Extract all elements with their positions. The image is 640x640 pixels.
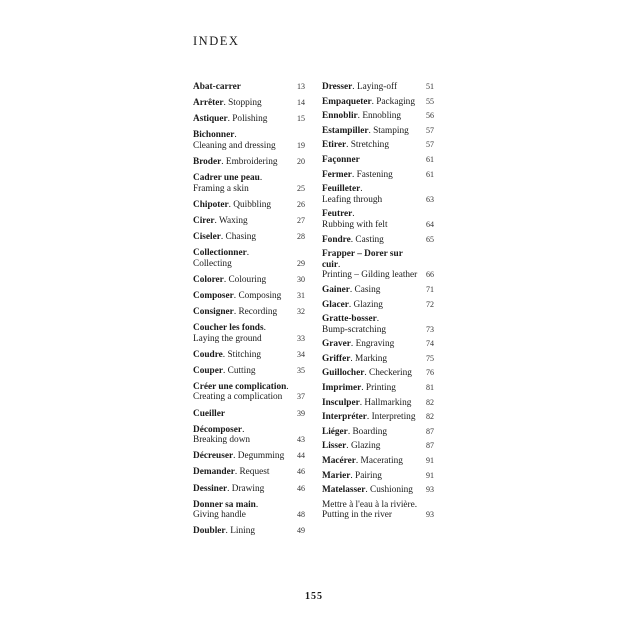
index-translation: Putting in the river [322,510,392,521]
index-entry [322,441,434,452]
index-separator: . [352,82,357,92]
index-translation: Quibbling [233,199,272,210]
index-entry [193,291,305,302]
index-separator: . [227,483,232,494]
page-number: 155 [305,591,323,602]
index-separator: . [242,424,245,435]
index-page-number: 82 [426,412,434,422]
index-entry [193,173,305,194]
index-term: Mettre à l'eau à la rivière [322,499,415,510]
index-entry [322,383,434,394]
index-term: Ennoblir [322,111,358,122]
index-entry [322,249,434,281]
index-separator: . [225,526,231,537]
index-entry [322,97,434,108]
index-separator: . [361,383,366,394]
index-translation: Cutting [227,365,256,376]
index-term: Dresser [322,82,353,92]
index-term: Matelasser [322,485,366,496]
index-term: Estampiller [322,125,369,136]
index-page-number: 25 [297,183,305,193]
index-term: Cadrer une peau [193,173,260,184]
index-term: Bichonner [193,130,235,141]
index-page-number: 61 [426,154,434,164]
index-page-number: 93 [426,485,434,495]
index-page-number: 63 [426,194,434,204]
index-translation: Collecting [193,258,232,269]
index-term: Guillocher [322,368,365,379]
index-separator: . [234,130,237,141]
index-translation: Pairing [355,470,382,481]
index-term: Liéger [322,426,348,437]
index-entry [322,285,434,296]
index-separator: . [366,412,372,423]
index-column-right [322,82,434,521]
index-translation: Bump-scratching [322,324,387,335]
index-page-number: 49 [297,526,305,536]
index-term: Ciseler [193,231,221,242]
index-entry [322,184,434,205]
index-term: Façonner [322,154,360,165]
index-page-number: 48 [297,510,305,520]
index-entry [193,366,305,377]
index-separator: . [346,441,351,452]
index-translation: Printing – Gilding leather [322,270,418,281]
index-page-number: 57 [426,125,434,135]
index-separator: . [368,125,374,136]
index-entry [193,500,305,521]
index-page-number: 56 [426,111,434,121]
index-term: Lisser [322,441,347,452]
index-separator: . [350,234,356,245]
index-separator: . [359,397,365,408]
index-term: Empaqueter [322,96,372,107]
index-page-number: 65 [426,234,434,244]
index-page-number: 28 [297,231,305,241]
index-page-number: 37 [297,392,305,402]
index-term: Graver [322,339,351,350]
index-entry [193,526,305,537]
index-entry [193,130,305,151]
index-translation: Hallmarking [364,397,412,408]
index-entry [193,114,305,125]
index-translation: Stretching [350,140,389,151]
index-term: Demander [193,467,235,478]
index-term: Collectionner [193,248,247,259]
index-separator: . [376,314,380,325]
index-page-number: 32 [297,306,305,316]
index-separator: . [351,169,357,180]
index-term: Fondre [322,234,351,245]
index-page-number: 72 [426,299,434,309]
index-translation: Glazing [350,441,381,452]
index-entry [322,456,434,467]
index-entry [193,232,305,243]
index-separator: . [286,381,289,392]
index-translation: Creating a complication [193,392,283,403]
index-entry [322,209,434,230]
index-entry [322,339,434,350]
index-page-number: 61 [426,169,434,179]
index-separator: . [228,199,234,210]
index-page-number: 81 [426,383,434,393]
index-translation: Polishing [232,114,268,125]
index-separator: . [233,290,239,301]
index-translation: Recording [238,306,278,317]
index-separator: . [227,114,233,125]
index-page-number: 76 [426,368,434,378]
index-entry [322,427,434,438]
index-term: Glacer [322,299,349,310]
index-entry [322,500,434,521]
index-page-number: 19 [297,140,305,150]
index-entry [193,409,305,420]
index-entry [322,485,434,496]
index-translation: Interpreting [371,412,416,423]
index-separator: . [347,426,353,437]
index-entry [193,307,305,318]
index-term: Griffer [322,353,351,364]
index-separator: . [222,349,228,360]
index-separator: . [222,365,228,376]
index-separator: . [371,96,377,107]
index-term: Imprimer [322,383,362,394]
index-translation: Engraving [355,339,395,350]
index-entry [193,382,305,403]
index-page-number: 55 [426,96,434,106]
index-entry [193,216,305,227]
index-translation: Marking [355,353,388,364]
index-translation: Chasing [225,231,257,242]
index-separator: . [355,456,361,467]
index-term: Insculper [322,397,360,408]
index-separator: . [350,339,356,350]
index-entry [322,82,434,93]
index-term: Décreuser [193,451,234,462]
index-translation: Glazing [353,299,383,310]
index-page-number: 29 [297,258,305,268]
index-translation: Degumming [237,451,285,462]
index-translation: Colouring [228,274,267,285]
index-entry [193,467,305,478]
index-term: Colorer [193,274,224,285]
index-term: Gratte-bosser [322,314,377,325]
index-page-number: 43 [297,435,305,445]
index-separator: . [221,156,226,167]
index-page-number: 13 [297,82,305,91]
index-entry [193,323,305,344]
index-separator: . [346,140,351,151]
index-separator: . [357,111,363,122]
index-translation: Laying the ground [193,333,262,344]
index-term: Donner sa main [193,499,256,510]
index-term: Feuilleter [322,184,361,195]
index-translation: Stitching [227,349,262,360]
index-separator: . [233,306,239,317]
index-entry [193,82,305,93]
index-term: Frapper – Dorer sur cuir [322,249,403,270]
index-separator: . [364,368,370,379]
index-page-number: 51 [426,82,434,91]
index-translation: Drawing [231,483,265,494]
index-entry [193,451,305,462]
index-term: Consigner [193,306,234,317]
index-translation: Composing [238,290,282,301]
index-entry [322,170,434,181]
index-term: Feutrer [322,209,353,220]
index-page-number: 44 [297,451,305,461]
index-translation: Waxing [219,215,248,226]
index-separator: . [365,485,371,496]
page-title: INDEX [193,34,240,48]
index-separator: . [234,467,240,478]
index-page-number: 57 [426,140,434,150]
index-translation: Boarding [352,426,388,437]
index-entry [193,484,305,495]
index-separator: . [223,274,229,285]
index-translation: Cushioning [370,485,413,496]
index-translation: Macerating [360,456,403,467]
index-page-number: 64 [426,219,434,229]
index-term: Etirer [322,140,347,151]
index-term: Dessiner [193,483,228,494]
index-translation: Printing [365,383,396,394]
index-separator: . [349,284,355,295]
index-translation: Stamping [373,125,409,136]
index-page-number: 46 [297,483,305,493]
index-translation: Checkering [369,368,412,379]
index-page-number: 74 [426,339,434,349]
index-translation: Casting [355,234,384,245]
index-entry [322,471,434,482]
index-term: Composer [193,290,234,301]
index-translation: Lining [230,526,255,537]
index-entry [322,398,434,409]
index-translation: Fastening [356,169,393,180]
index-term: Interpréter [322,412,367,423]
index-translation: Framing a skin [193,183,249,194]
index-entry [322,140,434,151]
index-translation: Cleaning and dressing [193,140,276,151]
index-separator: . [263,323,266,333]
index-separator: . [220,231,226,242]
index-page-number: 93 [426,510,434,520]
index-term: Astiquer [193,114,228,125]
index-entry [193,275,305,286]
index-translation: Stopping [228,98,262,109]
index-separator: . [348,299,354,310]
index-separator: . [352,209,355,220]
index-page-number: 26 [297,199,305,209]
index-entry [322,235,434,246]
index-entry [193,350,305,361]
index-page-number: 14 [297,98,305,108]
index-entry [322,314,434,335]
index-entry [322,412,434,423]
index-translation: Breaking down [193,435,251,446]
index-term: Abat-carrer [193,82,241,92]
index-page-number: 20 [297,156,305,166]
index-term: Doubler [193,526,226,537]
index-term: Gainer [322,284,350,295]
index-separator: . [350,353,356,364]
index-entry [322,368,434,379]
index-page-number: 82 [426,397,434,407]
index-separator: . [350,470,356,481]
index-translation: Giving handle [193,510,246,521]
index-separator: . [255,499,259,510]
index-term: Coudre [193,349,223,360]
index-term: Cirer [193,215,215,226]
index-separator: . [360,184,363,195]
index-separator: . [259,173,263,184]
index-entry [193,157,305,168]
index-translation: Rubbing with felt [322,219,388,230]
index-translation: Embroidering [225,156,278,167]
index-page-number: 33 [297,333,305,343]
index-entry [322,300,434,311]
index-entry [193,248,305,269]
index-term: Fermer [322,169,352,180]
index-translation: Leafing through [322,194,383,205]
index-separator: . [246,248,250,259]
index-page-number: 39 [297,408,305,418]
index-separator: . [233,451,238,462]
index-entry [322,155,434,166]
index-separator: . [223,98,229,109]
index-page-number: 31 [297,290,305,300]
index-page-number: 15 [297,114,305,124]
index-page-number: 30 [297,274,305,284]
index-entry [322,126,434,137]
index-page-number: 87 [426,441,434,451]
index-translation: Laying-off [356,82,398,92]
index-translation: Ennobling [362,111,402,122]
index-page-number: 34 [297,349,305,359]
index-term: Broder [193,156,222,167]
index-page-number: 87 [426,426,434,436]
index-term: Chipoter [193,199,229,210]
index-page-number: 73 [426,324,434,334]
index-term: Arrêter [193,98,224,109]
index-entry [193,98,305,109]
index-translation: Casing [354,284,381,295]
index-entry [322,354,434,365]
index-page-number: 75 [426,353,434,363]
index-term: Cueiller [193,408,226,419]
index-page-number: 91 [426,456,434,466]
index-page-number: 66 [426,270,434,280]
index-term: Marier [322,470,351,481]
index-entry [322,111,434,122]
index-entry [193,425,305,446]
index-separator: . [214,215,219,226]
index-term: Créer une complication [193,381,287,392]
index-translation: Packaging [376,96,415,107]
index-term: Décomposer [193,424,243,435]
index-term: Couper [193,365,223,376]
index-entry [193,200,305,211]
index-term: Macérer [322,456,356,467]
index-translation: Request [239,467,270,478]
index-separator: . [338,259,341,270]
index-page-number: 71 [426,284,434,294]
index-term: Coucher les fonds [193,323,264,333]
index-page-number: 91 [426,470,434,480]
index-separator: . [414,499,418,510]
index-page-number: 35 [297,365,305,375]
index-page-number: 27 [297,215,305,225]
index-page-number: 46 [297,467,305,477]
index-column-left [193,82,305,537]
